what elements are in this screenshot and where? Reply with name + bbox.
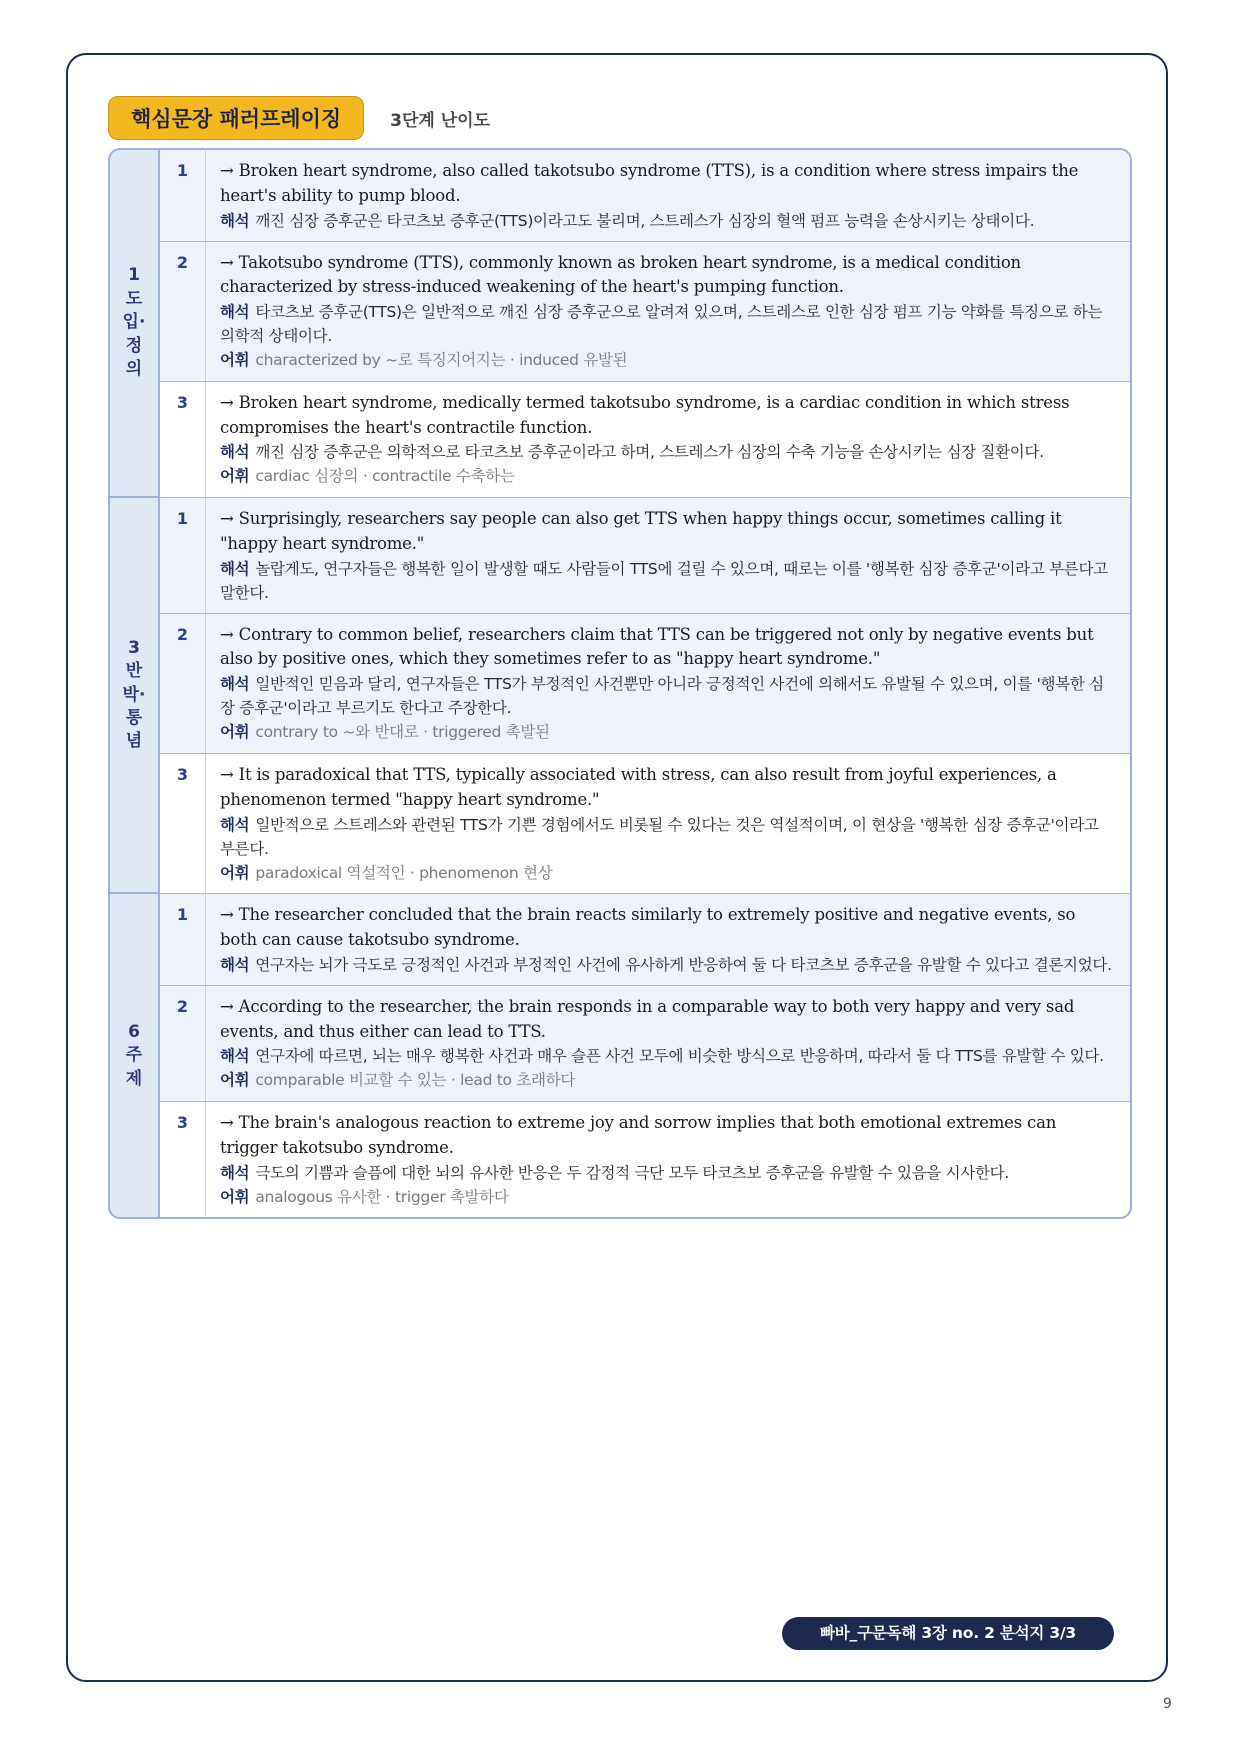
translation-tag: 해석 (220, 675, 250, 694)
row-number: 2 (160, 242, 206, 382)
section-label (108, 148, 160, 498)
translation-tag: 해석 (220, 1047, 250, 1066)
english-sentence: → It is paradoxical that TTS, typically associated with stress, can also result from joyful experiences, a phenomenon termed "happy heart syndrome." (220, 765, 1057, 809)
row-content (206, 382, 1132, 498)
row-content (206, 1102, 1132, 1219)
translation-text: 연구자는 뇌가 극도로 긍정적인 사건과 부정적인 사건에 유사하게 반응하여 둘 다 타코츠보 증후군을 유발할 수 있다고 결론지었다. (255, 955, 1112, 974)
translation-text: 극도의 기쁨과 슬픔에 대한 뇌의 유사한 반응은 두 감정적 극단 모두 타코츠보 증후군을 유발할 수 있음을 시사한다. (255, 1163, 1009, 1182)
english-sentence: → The brain's analogous reaction to extreme joy and sorrow implies that both emotional extremes can trigger takotsubo syndrome. (220, 1113, 1057, 1157)
row-number: 1 (160, 498, 206, 614)
vocab-tag: 어휘 (220, 351, 250, 370)
table-row (108, 148, 1132, 242)
section-label (108, 894, 160, 1219)
table-row (108, 1102, 1132, 1219)
section-label (108, 498, 160, 894)
vocab-tag: 어휘 (220, 1071, 250, 1090)
vocab-line (220, 1068, 1114, 1093)
translation-tag: 해석 (220, 1163, 250, 1182)
row-number: 1 (160, 148, 206, 242)
table-row (108, 986, 1132, 1102)
table-row (108, 498, 1132, 614)
translation-text: 일반적인 믿음과 달리, 연구자들은 TTS가 부정적인 사건뿐만 아니라 긍정적인 사건에 의해서도 유발될 수 있으며, 이를 '행복한 심장 증후군'이라고 부르기도 한다고 주장한다. (220, 675, 1104, 718)
section-title: 핵심문장 패러프레이징 (108, 96, 364, 140)
row-content (206, 986, 1132, 1102)
english-sentence: → The researcher concluded that the brain reacts similarly to extremely positive and negative events, so both can cause takotsubo syndrome. (220, 905, 1076, 950)
table-row (108, 382, 1132, 498)
korean-translation (220, 953, 1114, 977)
footer-label: 빠바_구문독해 3장 no. 2 분석지 3/3 (782, 1617, 1114, 1650)
row-content (206, 614, 1132, 754)
translation-tag: 해석 (220, 211, 250, 230)
row-number: 1 (160, 894, 206, 986)
translation-text: 일반적으로 스트레스와 관련된 TTS가 기쁜 경험에서도 비롯될 수 있다는 것은 역설적이며, 이 현상을 '행복한 심장 증후군'이라고 부른다. (220, 815, 1099, 858)
translation-text: 타코츠보 증후군(TTS)은 일반적으로 깨진 심장 증후군으로 알려져 있으며, 스트레스로 인한 심장 펌프 기능 약화를 특징으로 하는 의학적 상태이다. (220, 303, 1103, 346)
row-number: 3 (160, 1102, 206, 1219)
row-content (206, 894, 1132, 986)
page-number: 9 (1163, 1696, 1172, 1712)
section-label-text: 3 반 박· 통 념 (122, 637, 146, 752)
korean-translation (220, 1161, 1114, 1185)
vocab-line (220, 720, 1114, 745)
korean-translation (220, 557, 1114, 605)
english-sentence: → Surprisingly, researchers say people can also get TTS when happy things occur, sometimes calling it "happy heart syndrome." (220, 509, 1062, 553)
paraphrase-table (108, 148, 1132, 1219)
vocab-text: comparable 비교할 수 있는 · lead to 초래하다 (255, 1071, 576, 1090)
row-content (206, 754, 1132, 894)
vocab-text: contrary to ~와 반대로 · triggered 촉발된 (255, 723, 550, 742)
vocab-tag: 어휘 (220, 863, 250, 882)
translation-tag: 해석 (220, 443, 250, 462)
section-label-text: 6 주 제 (125, 1021, 143, 1089)
row-content (206, 148, 1132, 242)
vocab-line (220, 348, 1114, 373)
section-label-text: 1 도 입· 정 의 (122, 265, 146, 380)
row-number: 2 (160, 614, 206, 754)
english-sentence: → Contrary to common belief, researchers claim that TTS can be triggered not only by negative events but also by positive ones, which they sometimes refer to as "happy heart syndrome." (220, 624, 1094, 669)
vocab-line (220, 861, 1114, 886)
translation-text: 연구자에 따르면, 뇌는 매우 행복한 사건과 매우 슬픈 사건 모두에 비슷한 방식으로 반응하며, 따라서 둘 다 TTS를 유발할 수 있다. (255, 1047, 1104, 1066)
table-row (108, 614, 1132, 754)
vocab-tag: 어휘 (220, 723, 250, 742)
korean-translation (220, 209, 1114, 233)
table-row (108, 754, 1132, 894)
vocab-tag: 어휘 (220, 1187, 250, 1206)
row-number: 3 (160, 754, 206, 894)
translation-tag: 해석 (220, 815, 250, 834)
row-content (206, 242, 1132, 382)
korean-translation (220, 1044, 1114, 1068)
translation-tag: 해석 (220, 559, 250, 578)
korean-translation (220, 672, 1114, 720)
table-row (108, 894, 1132, 986)
vocab-text: cardiac 심장의 · contractile 수축하는 (255, 467, 515, 486)
korean-translation (220, 300, 1114, 348)
vocab-tag: 어휘 (220, 467, 250, 486)
korean-translation (220, 440, 1114, 464)
table-row (108, 242, 1132, 382)
translation-tag: 해석 (220, 303, 250, 322)
header (108, 96, 490, 140)
vocab-line (220, 1185, 1114, 1210)
korean-translation (220, 813, 1114, 861)
translation-text: 깨진 심장 증후군은 의학적으로 타코츠보 증후군이라고 하며, 스트레스가 심장의 수축 기능을 손상시키는 심장 질환이다. (255, 443, 1044, 462)
vocab-line (220, 464, 1114, 489)
english-sentence: → Takotsubo syndrome (TTS), commonly known as broken heart syndrome, is a medical condition characterized by stress-induced weakening of the heart's pumping function. (220, 252, 1021, 297)
vocab-text: paradoxical 역설적인 · phenomenon 현상 (255, 863, 553, 882)
difficulty-level: 3단계 난이도 (390, 110, 491, 131)
row-content (206, 498, 1132, 614)
english-sentence: → Broken heart syndrome, medically termed takotsubo syndrome, is a cardiac condition in which stress compromises the heart's contractile function. (220, 392, 1070, 437)
english-sentence: → According to the researcher, the brain responds in a comparable way to both very happy and very sad events, and thus either can lead to TTS. (220, 996, 1075, 1041)
translation-text: 깨진 심장 증후군은 타코츠보 증후군(TTS)이라고도 불리며, 스트레스가 심장의 혈액 펌프 능력을 손상시키는 상태이다. (255, 211, 1035, 230)
row-number: 3 (160, 382, 206, 498)
vocab-text: analogous 유사한 · trigger 촉발하다 (255, 1187, 509, 1206)
row-number: 2 (160, 986, 206, 1102)
translation-tag: 해석 (220, 955, 250, 974)
translation-text: 놀랍게도, 연구자들은 행복한 일이 발생할 때도 사람들이 TTS에 걸릴 수 있으며, 때로는 이를 '행복한 심장 증후군'이라고 부른다고 말한다. (220, 559, 1108, 602)
english-sentence: → Broken heart syndrome, also called takotsubo syndrome (TTS), is a condition where stress impairs the heart's ability to pump blood. (220, 161, 1079, 205)
vocab-text: characterized by ~로 특징지어지는 · induced 유발된 (255, 351, 628, 370)
